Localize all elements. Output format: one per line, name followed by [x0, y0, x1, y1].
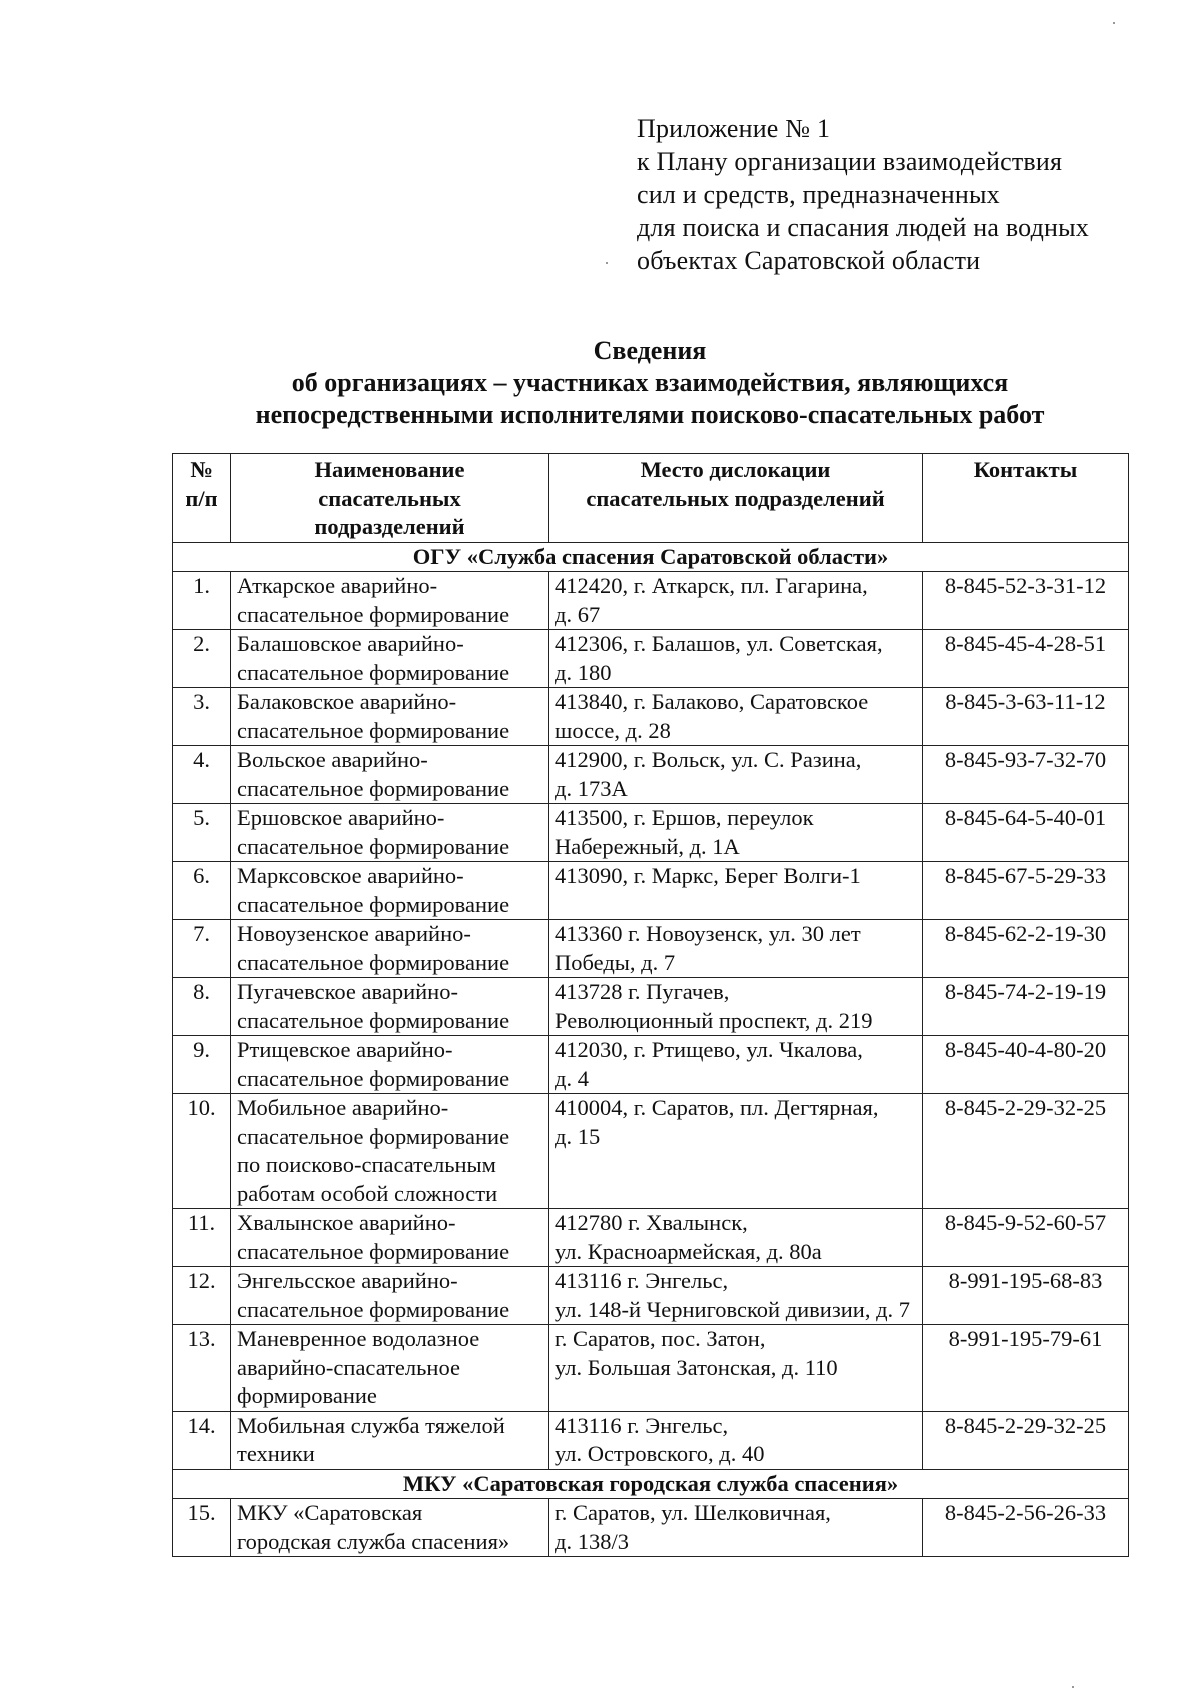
unit-address: 413360 г. Новоузенск, ул. 30 лет Победы, д. 7 [549, 920, 923, 978]
unit-address: 412306, г. Балашов, ул. Советская, д. 180 [549, 630, 923, 688]
unit-address: 413090, г. Маркс, Берег Волги-1 [549, 862, 923, 920]
unit-name: Новоузенское аварийно- спасательное формирование [231, 920, 549, 978]
row-number: 10. [173, 1094, 231, 1209]
appendix-line: объектах Саратовской области [637, 246, 981, 275]
header-name: Наименование спасательных подразделений [231, 454, 549, 543]
title-line-2: об организациях – участниках взаимодействия, являющихся [291, 368, 1009, 397]
row-number: 5. [173, 804, 231, 862]
unit-contact: 8-845-3-63-11-12 [923, 688, 1129, 746]
unit-address: 412900, г. Вольск, ул. С. Разина, д. 173А [549, 746, 923, 804]
row-number: 4. [173, 746, 231, 804]
row-number: 15. [173, 1499, 231, 1557]
section-row [173, 542, 1129, 572]
unit-name: Мобильная служба тяжелой техники [231, 1411, 549, 1469]
header-row [173, 454, 1129, 543]
table-row [173, 1036, 1129, 1094]
unit-name: Марксовское аварийно- спасательное формирование [231, 862, 549, 920]
title-line-3: непосредственными исполнителями поисково-спасательных работ [255, 400, 1045, 429]
table-row [173, 862, 1129, 920]
unit-name: Пугачевское аварийно- спасательное формирование [231, 978, 549, 1036]
unit-contact: 8-845-40-4-80-20 [923, 1036, 1129, 1094]
unit-name: МКУ «Саратовская городская служба спасения» [231, 1499, 549, 1557]
table-row [173, 746, 1129, 804]
appendix-line: сил и средств, предназначенных [637, 180, 1000, 209]
appendix-note [637, 112, 1157, 277]
table-row [173, 572, 1129, 630]
row-number: 9. [173, 1036, 231, 1094]
unit-contact: 8-991-195-68-83 [923, 1267, 1129, 1325]
scan-speck [1072, 1686, 1074, 1688]
unit-name: Маневренное водолазное аварийно-спасательное формирование [231, 1325, 549, 1412]
row-number: 8. [173, 978, 231, 1036]
row-number: 7. [173, 920, 231, 978]
appendix-line: Приложение № 1 [637, 114, 831, 143]
unit-name: Ершовское аварийно- спасательное формирование [231, 804, 549, 862]
scan-speck [606, 262, 608, 264]
row-number: 3. [173, 688, 231, 746]
unit-name: Аткарское аварийно- спасательное формирование [231, 572, 549, 630]
row-number: 11. [173, 1209, 231, 1267]
table-row [173, 688, 1129, 746]
scan-speck [1113, 22, 1115, 24]
table-row [173, 804, 1129, 862]
unit-address: г. Саратов, пос. Затон, ул. Большая Затонская, д. 110 [549, 1325, 923, 1412]
row-number: 6. [173, 862, 231, 920]
unit-address: 412030, г. Ртищево, ул. Чкалова, д. 4 [549, 1036, 923, 1094]
unit-name: Мобильное аварийно- спасательное формирование по поисково-спасательным работам особой сложности [231, 1094, 549, 1209]
unit-name: Хвалынское аварийно- спасательное формирование [231, 1209, 549, 1267]
unit-address: 413116 г. Энгельс, ул. 148-й Черниговской дивизии, д. 7 [549, 1267, 923, 1325]
table-body [173, 542, 1129, 1557]
unit-address: 413728 г. Пугачев, Революционный проспект, д. 219 [549, 978, 923, 1036]
row-number: 12. [173, 1267, 231, 1325]
table-row [173, 1209, 1129, 1267]
unit-name: Энгельсское аварийно- спасательное формирование [231, 1267, 549, 1325]
unit-name: Ртищевское аварийно- спасательное формирование [231, 1036, 549, 1094]
unit-contact: 8-845-52-3-31-12 [923, 572, 1129, 630]
unit-address: г. Саратов, ул. Шелковичная, д. 138/3 [549, 1499, 923, 1557]
header-contacts: Контакты [923, 454, 1129, 543]
unit-address: 413500, г. Ершов, переулок Набережный, д. 1А [549, 804, 923, 862]
unit-address: 412420, г. Аткарск, пл. Гагарина, д. 67 [549, 572, 923, 630]
section-title: МКУ «Саратовская городская служба спасения» [173, 1469, 1129, 1499]
table-row [173, 1267, 1129, 1325]
unit-contact: 8-845-93-7-32-70 [923, 746, 1129, 804]
unit-contact: 8-845-74-2-19-19 [923, 978, 1129, 1036]
document-title [160, 335, 1140, 431]
section-row [173, 1469, 1129, 1499]
row-number: 14. [173, 1411, 231, 1469]
appendix-line: к Плану организации взаимодействия [637, 147, 1063, 176]
rescue-units-table [172, 453, 1129, 1557]
table-row [173, 920, 1129, 978]
table-row [173, 1411, 1129, 1469]
unit-name: Балаковское аварийно- спасательное формирование [231, 688, 549, 746]
table-row [173, 630, 1129, 688]
unit-contact: 8-845-67-5-29-33 [923, 862, 1129, 920]
header-num: № п/п [173, 454, 231, 543]
unit-contact: 8-845-2-29-32-25 [923, 1411, 1129, 1469]
unit-address: 413116 г. Энгельс, ул. Островского, д. 40 [549, 1411, 923, 1469]
table-row [173, 978, 1129, 1036]
unit-address: 413840, г. Балаково, Саратовское шоссе, д. 28 [549, 688, 923, 746]
header-address: Место дислокации спасательных подразделений [549, 454, 923, 543]
unit-address: 412780 г. Хвалынск, ул. Красноармейская, д. 80а [549, 1209, 923, 1267]
unit-contact: 8-845-2-29-32-25 [923, 1094, 1129, 1209]
section-title: ОГУ «Служба спасения Саратовской области» [173, 542, 1129, 572]
unit-contact: 8-991-195-79-61 [923, 1325, 1129, 1412]
table-row [173, 1499, 1129, 1557]
unit-contact: 8-845-62-2-19-30 [923, 920, 1129, 978]
row-number: 1. [173, 572, 231, 630]
unit-contact: 8-845-45-4-28-51 [923, 630, 1129, 688]
appendix-line: для поиска и спасания людей на водных [637, 213, 1089, 242]
row-number: 2. [173, 630, 231, 688]
unit-name: Вольское аварийно- спасательное формирование [231, 746, 549, 804]
unit-contact: 8-845-9-52-60-57 [923, 1209, 1129, 1267]
unit-name: Балашовское аварийно- спасательное формирование [231, 630, 549, 688]
table-row [173, 1325, 1129, 1412]
unit-contact: 8-845-2-56-26-33 [923, 1499, 1129, 1557]
table-row [173, 1094, 1129, 1209]
row-number: 13. [173, 1325, 231, 1412]
title-line-1: Сведения [593, 336, 707, 365]
unit-contact: 8-845-64-5-40-01 [923, 804, 1129, 862]
unit-address: 410004, г. Саратов, пл. Дегтярная, д. 15 [549, 1094, 923, 1209]
